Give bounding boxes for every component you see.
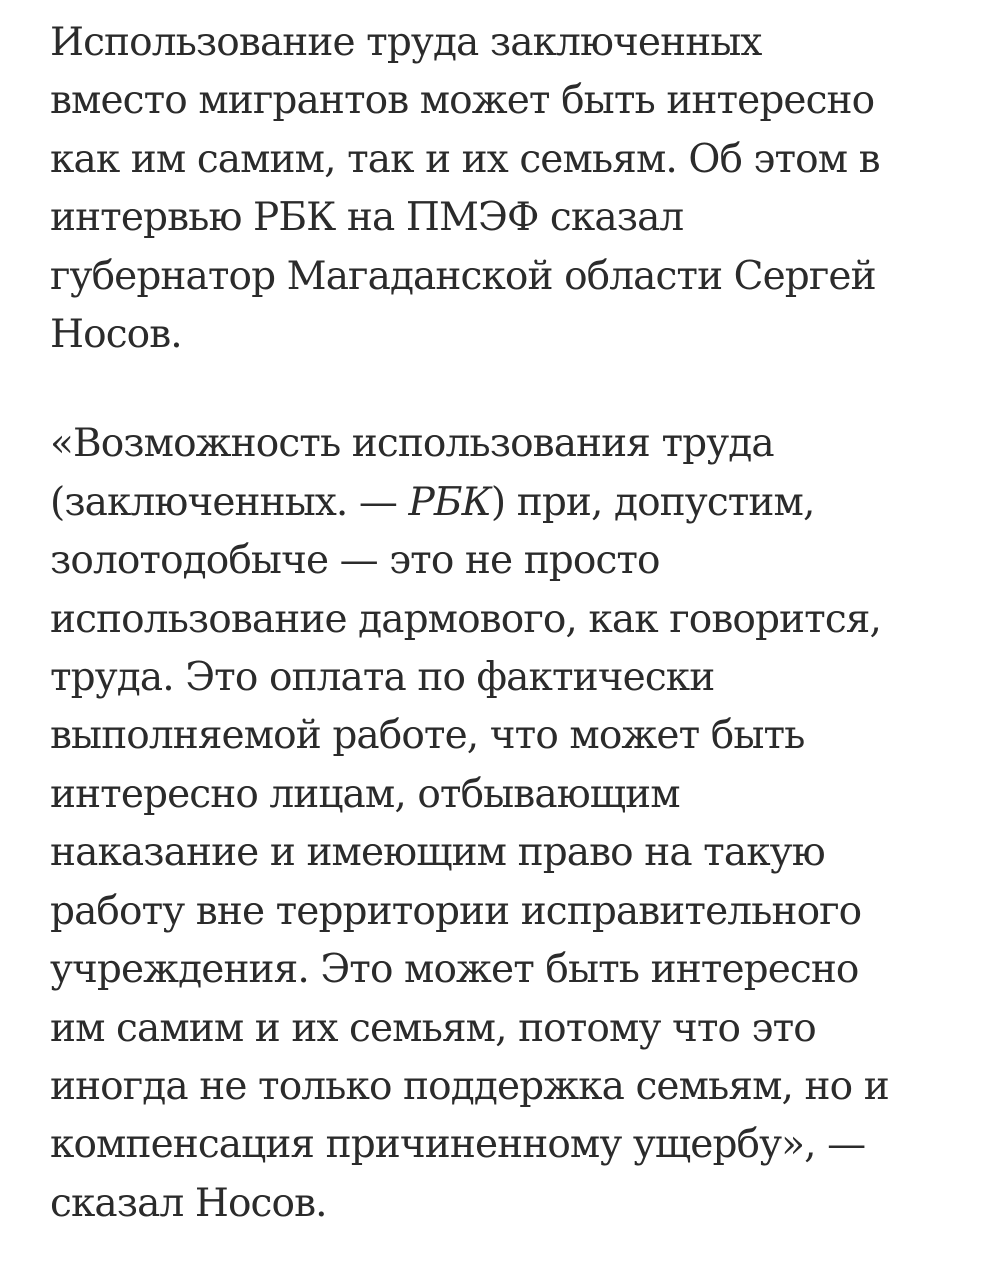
quote-paragraph: [50, 415, 970, 1233]
quote-source-italic: РБК: [408, 479, 491, 525]
lead-paragraph: Использование труда заключенных вместо мигрантов может быть интересно как им самим, так и их семьям. Об этом в интервью РБК на ПМЭФ сказал губернатор Магаданской области Сергей Носов.: [50, 20, 880, 358]
article-body: [50, 14, 970, 1233]
quote-text-end: ) при, допустим, золотодобыче — это не просто использование дармового, как говорится, труда. Это оплата по фактически выполняемой работе, что может быть интересно лицам, отбывающим наказание и имеющим право на такую работу вне территории исправительного учреждения. Это может быть интересно им самим и их семьям, потому что это иногда не только поддержка семьям, но и компенсация причиненному ущербу», — сказал Носов.: [50, 479, 889, 1226]
quote-text-start: «Возможность использования труда (заключенных. —: [50, 421, 774, 525]
